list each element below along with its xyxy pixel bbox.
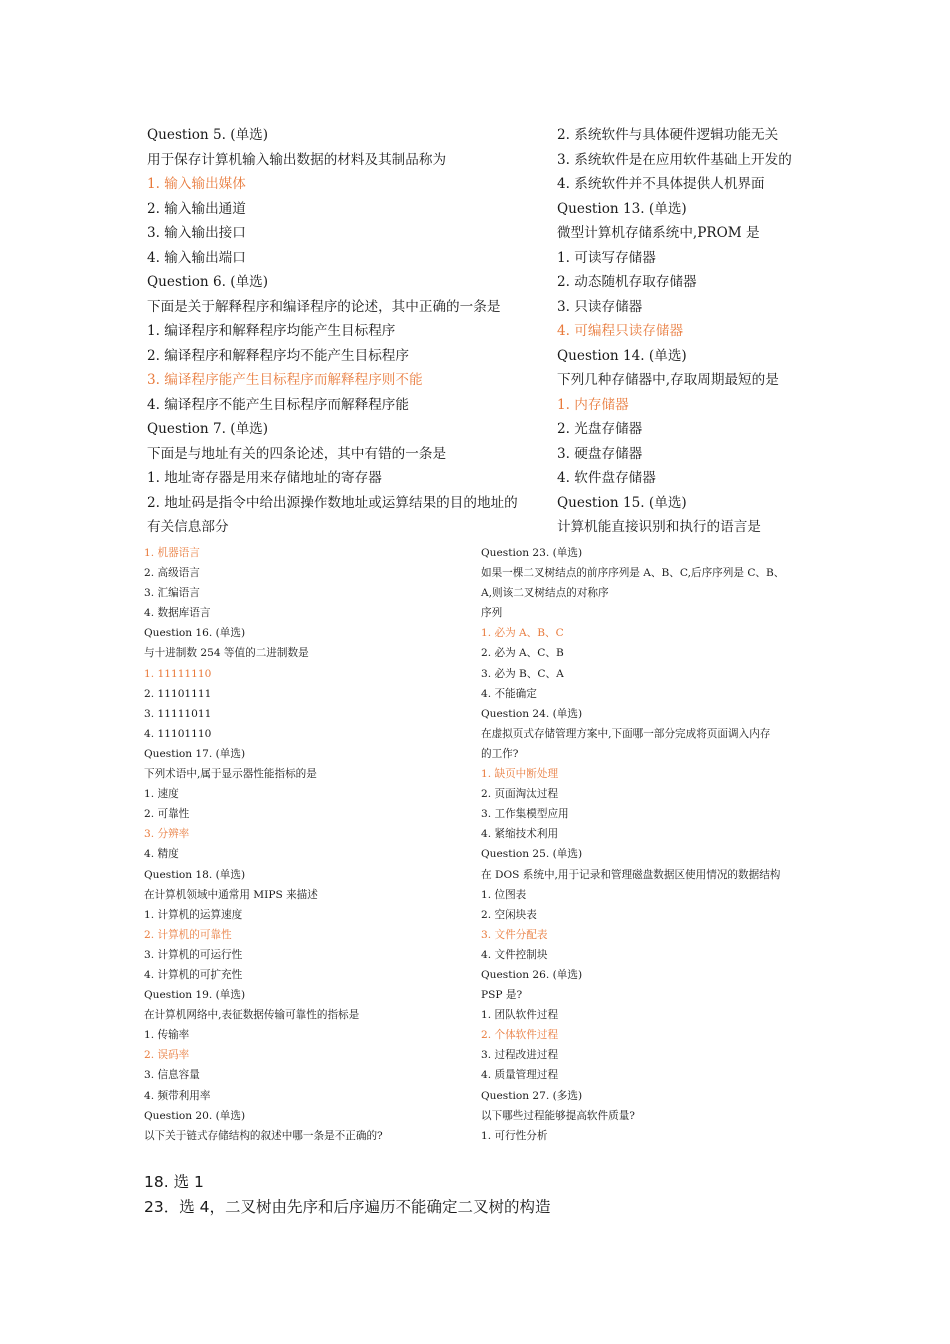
text-line: 序列 xyxy=(481,607,503,620)
correct-answer-option: 1. 必为 A、B、C xyxy=(481,627,564,640)
question-heading: Question 6. (单选) xyxy=(147,274,269,290)
text-line: 4. 不能确定 xyxy=(481,687,537,700)
question-heading: Question 7. (单选) xyxy=(147,421,269,437)
question-heading: Question 19. (单选) xyxy=(144,989,246,1002)
question-heading: Question 25. (单选) xyxy=(481,848,583,861)
text-line: 4. 紧缩技术利用 xyxy=(481,828,559,841)
text-line: 用于保存计算机输入输出数据的材料及其制品称为 xyxy=(147,151,447,168)
text-line: 1. 速度 xyxy=(144,788,179,801)
text-line: 2. 空闲块表 xyxy=(481,908,537,921)
text-line: 1. 位图表 xyxy=(481,888,527,901)
correct-answer-option: 2. 误码率 xyxy=(144,1049,190,1062)
correct-answer-option: 3. 编译程序能产生目标程序而解释程序则不能 xyxy=(147,372,423,388)
text-line: 2. 11101111 xyxy=(144,687,212,700)
text-line: 2. 地址码是指令中给出源操作数地址或运算结果的目的地址的 xyxy=(147,494,518,511)
text-line: 以下关于链式存储结构的叙述中哪一条是不正确的? xyxy=(144,1129,383,1142)
text-line: 4. 输入输出端口 xyxy=(147,249,246,266)
text-line: 3. 工作集模型应用 xyxy=(481,808,569,821)
section2-left-column xyxy=(144,543,464,1146)
text-line: 下列术语中,属于显示器性能指标的是 xyxy=(144,768,317,781)
question-heading: Question 26. (单选) xyxy=(481,968,583,981)
question-heading: Question 17. (单选) xyxy=(144,747,246,760)
text-line: 3. 输入输出接口 xyxy=(147,225,246,241)
text-line: 2. 必为 A、C、B xyxy=(481,647,564,660)
text-line: 与十进制数 254 等值的二进制数是 xyxy=(144,647,309,660)
text-line: 下面是关于解释程序和编译程序的论述，其中正确的一条是 xyxy=(147,298,501,315)
text-line: 3. 信息容量 xyxy=(144,1069,200,1082)
text-line: 4. 系统软件并不具体提供人机界面 xyxy=(557,176,765,192)
question-heading: Question 14. (单选) xyxy=(557,347,687,364)
text-line: 3. 硬盘存储器 xyxy=(557,445,643,462)
text-line: 1. 可行性分析 xyxy=(481,1129,548,1142)
correct-answer-option: 1. 机器语言 xyxy=(144,547,200,559)
text-line: 2. 编译程序和解释程序均不能产生目标程序 xyxy=(147,347,409,364)
section2-right-column xyxy=(481,543,821,1146)
text-line: 4. 11101110 xyxy=(144,727,212,740)
text-line: 1. 编译程序和解释程序均能产生目标程序 xyxy=(147,323,396,339)
correct-answer-option: 4. 可编程只读存储器 xyxy=(557,323,684,339)
text-line: 计算机能直接识别和执行的语言是 xyxy=(557,519,761,535)
text-line: 2. 高级语言 xyxy=(144,567,200,580)
text-line: 1. 计算机的运算速度 xyxy=(144,908,243,921)
text-line: 1. 地址寄存器是用来存储地址的寄存器 xyxy=(147,470,382,486)
text-line: 4. 编译程序不能产生目标程序而解释程序能 xyxy=(147,396,409,413)
text-line: 在计算机网络中,表征数据传输可靠性的指标是 xyxy=(144,1009,360,1022)
correct-answer-option: 2. 计算机的可靠性 xyxy=(144,928,232,941)
text-line: 4. 数据库语言 xyxy=(144,607,211,620)
text-line: 4. 质量管理过程 xyxy=(481,1069,559,1082)
correct-answer-option: 3. 分辨率 xyxy=(144,828,190,841)
question-heading: Question 18. (单选) xyxy=(144,868,246,881)
text-line: 以下哪些过程能够提高软件质量? xyxy=(481,1109,635,1122)
text-line: 4. 软件盘存储器 xyxy=(557,470,656,486)
question-heading: Question 23. (单选) xyxy=(481,547,583,559)
text-line: 3. 计算机的可运行性 xyxy=(144,948,243,961)
text-line: 有关信息部分 xyxy=(147,519,229,535)
text-line: 在虚拟页式存储管理方案中,下面哪一部分完成将页面调入内存 xyxy=(481,727,771,740)
text-line: 3. 过程改进过程 xyxy=(481,1049,559,1062)
correct-answer-option: 3. 文件分配表 xyxy=(481,928,548,941)
question-heading: Question 15. (单选) xyxy=(557,494,687,511)
question-heading: Question 5. (单选) xyxy=(147,127,269,143)
note-line: 23．选 4，二叉树由先序和后序遍历不能确定二叉树的构造 xyxy=(144,1198,551,1216)
correct-answer-option: 2. 个体软件过程 xyxy=(481,1029,559,1042)
answer-notes xyxy=(144,1170,844,1220)
text-line: 3. 系统软件是在应用软件基础上开发的 xyxy=(557,151,792,168)
note-line: 18. 选 1 xyxy=(144,1173,204,1191)
text-line: 2. 系统软件与具体硬件逻辑功能无关 xyxy=(557,127,779,143)
text-line: 微型计算机存储系统中,PROM 是 xyxy=(557,225,760,241)
text-line: 2. 可靠性 xyxy=(144,808,190,821)
text-line: 在 DOS 系统中,用于记录和管理磁盘数据区使用情况的数据结构 xyxy=(481,868,781,881)
text-line: 3. 只读存储器 xyxy=(557,298,643,315)
text-line: 下面是与地址有关的四条论述，其中有错的一条是 xyxy=(147,445,447,462)
correct-answer-option: 1. 11111110 xyxy=(144,667,212,680)
text-line: 2. 动态随机存取存储器 xyxy=(557,274,697,290)
question-heading: Question 20. (单选) xyxy=(144,1109,246,1122)
correct-answer-option: 1. 内存储器 xyxy=(557,396,629,413)
question-heading: Question 24. (单选) xyxy=(481,707,583,720)
text-line: 2. 页面淘汰过程 xyxy=(481,788,559,801)
text-line: 的工作? xyxy=(481,747,519,760)
section1-right-column xyxy=(557,123,917,540)
text-line: 如果一棵二叉树结点的前序序列是 A、B、C,后序序列是 C、B、 xyxy=(481,567,785,580)
question-heading: Question 16. (单选) xyxy=(144,627,246,640)
text-line: PSP 是? xyxy=(481,989,523,1002)
text-line: 1. 团队软件过程 xyxy=(481,1009,559,1022)
text-line: 2. 光盘存储器 xyxy=(557,421,643,437)
correct-answer-option: 1. 输入输出媒体 xyxy=(147,176,246,192)
question-heading: Question 27. (多选) xyxy=(481,1089,583,1102)
text-line: 4. 文件控制块 xyxy=(481,948,548,961)
correct-answer-option: 1. 缺页中断处理 xyxy=(481,768,559,781)
text-line: 4. 精度 xyxy=(144,848,179,861)
text-line: 2. 输入输出通道 xyxy=(147,200,246,217)
text-line: 在计算机领域中通常用 MIPS 来描述 xyxy=(144,888,318,901)
text-line: 3. 11111011 xyxy=(144,707,212,720)
text-line: 1. 传输率 xyxy=(144,1029,190,1042)
text-line: A,则该二叉树结点的对称序 xyxy=(481,587,609,600)
text-line: 3. 汇编语言 xyxy=(144,587,200,600)
section1-left-column xyxy=(147,123,547,540)
question-heading: Question 13. (单选) xyxy=(557,200,687,217)
text-line: 3. 必为 B、C、A xyxy=(481,667,564,680)
text-line: 下列几种存储器中,存取周期最短的是 xyxy=(557,372,779,388)
text-line: 1. 可读写存储器 xyxy=(557,249,656,266)
text-line: 4. 频带利用率 xyxy=(144,1089,211,1102)
text-line: 4. 计算机的可扩充性 xyxy=(144,968,243,981)
